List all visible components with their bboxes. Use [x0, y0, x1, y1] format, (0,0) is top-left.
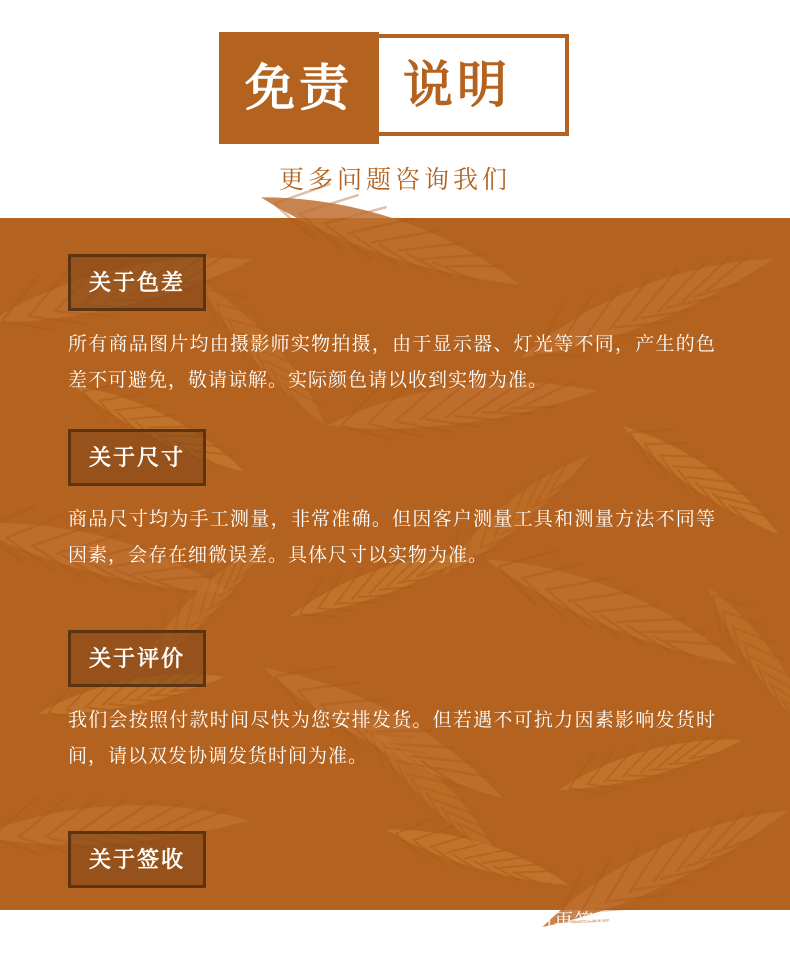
- title-row: [225, 38, 565, 132]
- section-text-review: 我们会按照付款时间尽快为您安排发货。但若遇不可抗力因素影响发货时间，请以双发协调发货时间为准。: [68, 710, 716, 767]
- title-frame: [221, 34, 569, 136]
- section-size: [68, 429, 722, 574]
- disclaimer-sections: [0, 218, 790, 976]
- section-tag-receipt: 关于签收: [68, 831, 206, 888]
- section-color-difference: [68, 254, 722, 399]
- section-tag-color-difference: 关于色差: [68, 254, 206, 311]
- page-subtitle: 更多问题咨询我们: [278, 166, 511, 194]
- section-tag-size: 关于尺寸: [68, 429, 206, 486]
- title-highlight-block: [219, 32, 379, 144]
- section-review: [68, 630, 722, 775]
- section-text-size: 商品尺寸均为手工测量，非常准确。但因客户测量工具和测量方法不同等因素，会存在细微误差。具体尺寸以实物为准。: [68, 509, 716, 566]
- section-text-receipt: 我们的产品都是经过仔细检查后才发货，请当面验货后再签收；如验货时发现问题，请拒绝签收并及时联系客服，我们会重新给您安排发货。: [68, 911, 716, 968]
- page-title-part-2: 说明: [403, 57, 511, 113]
- section-receipt: [68, 831, 722, 976]
- section-tag-review: 关于评价: [68, 630, 206, 687]
- section-text-color-difference: 所有商品图片均由摄影师实物拍摄，由于显示器、灯光等不同，产生的色差不可避免，敬请谅解。实际颜色请以收到实物为准。: [68, 334, 716, 391]
- disclaimer-content: [0, 218, 790, 968]
- page-title-part-1: 免责: [245, 60, 353, 116]
- page-header: [0, 0, 790, 218]
